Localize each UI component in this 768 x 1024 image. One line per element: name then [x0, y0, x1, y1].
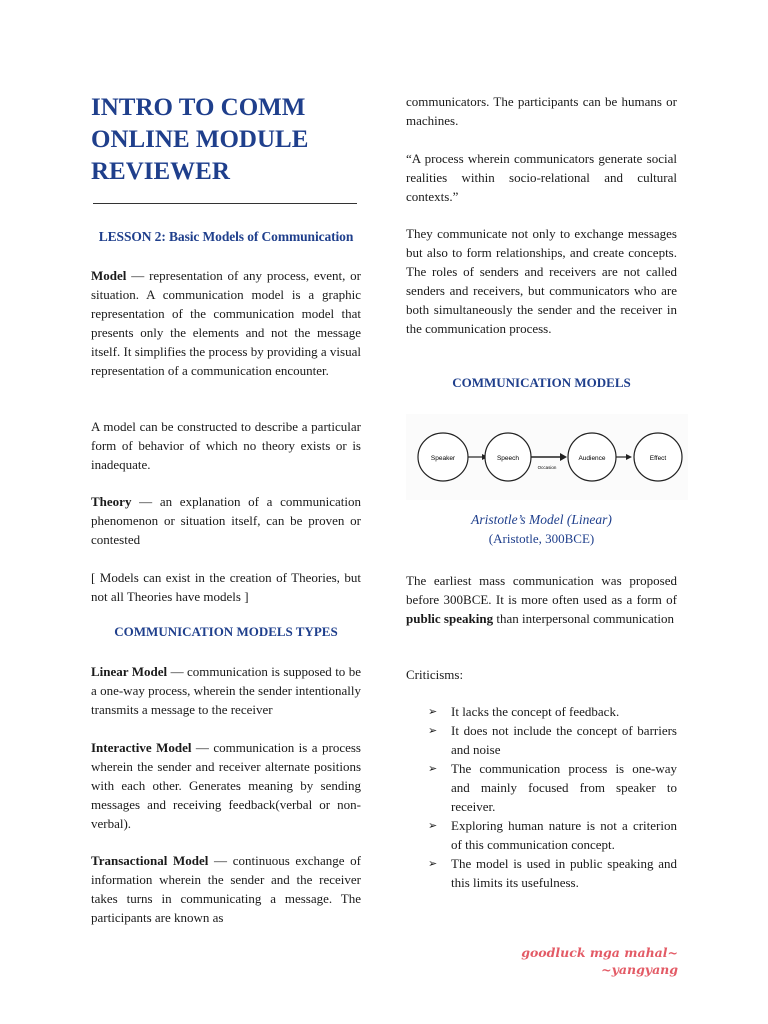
- criticism-text: The model is used in public speaking and this limits its usefulness.: [451, 856, 677, 890]
- communicators-paragraph: They communicate not only to exchange messages but also to form relationships, and create concepts. The roles of senders and receivers are not called senders and receivers, but communicators who are both simultaneously the sender and the receiver in the communication process.: [406, 226, 677, 336]
- interactive-model-term: Interactive Model: [91, 740, 192, 755]
- list-item: [428, 721, 677, 759]
- signature: [521, 944, 678, 978]
- transactional-model-definition: [91, 851, 361, 927]
- diagram-caption-title: Aristotle’s Model (Linear): [471, 512, 612, 527]
- audience-label: Audience: [578, 455, 606, 462]
- communication-models-heading: COMMUNICATION MODELS: [452, 375, 631, 390]
- theory-term: Theory: [91, 494, 132, 509]
- lesson-heading: [91, 229, 361, 245]
- document-title: INTRO TO COMM ONLINE MODULE REVIEWER: [91, 94, 309, 185]
- signature-line-2: ~yangyang: [601, 962, 678, 977]
- models-theories-note: [ Models can exist in the creation of Theories, but not all Theories have models ]: [91, 570, 361, 604]
- earliest-paragraph: [406, 571, 677, 628]
- arrow-bullet-icon: ➢: [428, 819, 438, 832]
- interactive-model-text: — communication is a process wherein the sender and receiver alternate positions with each other. Generates meaning by sending messages and receiving feedback(verbal or non-verbal).: [91, 740, 361, 831]
- arrow-bullet-icon: ➢: [428, 857, 438, 870]
- title-divider: [93, 203, 357, 204]
- criticism-text: It lacks the concept of feedback.: [451, 704, 620, 719]
- criticism-text: Exploring human nature is not a criterion of this communication concept.: [451, 818, 677, 852]
- arrow-bullet-icon: ➢: [428, 724, 438, 737]
- list-item: [428, 759, 677, 816]
- criticisms-list: [428, 702, 677, 892]
- model-term: Model: [91, 268, 127, 283]
- occasion-label: Occasion: [537, 465, 557, 470]
- linear-model-definition: [91, 662, 361, 719]
- signature-line-1: goodluck mga mahal~: [521, 945, 678, 960]
- lesson-label: LESSON 2:: [98, 229, 166, 244]
- arrow-bullet-icon: ➢: [428, 705, 438, 718]
- theory-text: — an explanation of a communication phenomenon or situation itself, can be proven or contested: [91, 494, 361, 547]
- list-item: [428, 816, 677, 854]
- earliest-text-post: than interpersonal communication: [493, 611, 674, 626]
- model-definition: [91, 266, 361, 380]
- communication-quote: “A process wherein communicators generate social realities within socio-relational and cultural contexts.”: [406, 151, 677, 204]
- list-item: [428, 854, 677, 892]
- transactional-continuation: communicators. The participants can be humans or machines.: [406, 94, 677, 128]
- effect-label: Effect: [649, 455, 667, 462]
- linear-model-term: Linear Model: [91, 664, 168, 679]
- model-text: — representation of any process, event, or situation. A communication model is a graphic representation of the communication model that presents only the elements and not the message itself. It simplifies the process by providing a visual representation of a communication encounter.: [91, 268, 361, 378]
- criticisms-label: Criticisms:: [406, 667, 464, 682]
- linear-model-text: — communication is supposed to be a one-way process, wherein the sender intentionally transmits a message to the receiver: [91, 664, 362, 717]
- speaker-label: Speaker: [430, 455, 456, 462]
- theory-definition: [91, 492, 361, 549]
- model-paragraph-2: A model can be constructed to describe a particular form of behavior of which no theory exists or is inadequate.: [91, 419, 361, 472]
- diagram-caption-source: (Aristotle, 300BCE): [488, 531, 595, 546]
- arrow-bullet-icon: ➢: [428, 762, 438, 775]
- transactional-model-text: — continuous exchange of information wherein the sender and the receiver takes turns in communicating a message. The participants are known as: [91, 853, 361, 925]
- criticism-text: It does not include the concept of barriers and noise: [451, 723, 677, 757]
- lesson-name: Basic Models of Communication: [169, 229, 354, 244]
- speech-label: Speech: [496, 455, 520, 462]
- criticism-text: The communication process is one-way and mainly focused from speaker to receiver.: [451, 761, 677, 814]
- transactional-model-term: Transactional Model: [91, 853, 209, 868]
- public-speaking-term: public speaking: [406, 611, 494, 626]
- earliest-text-pre: The earliest mass communication was proposed before 300BCE. It is more often used as a form of: [406, 573, 677, 607]
- aristotle-model-diagram: [406, 414, 688, 500]
- interactive-model-definition: [91, 738, 361, 833]
- models-types-heading: COMMUNICATION MODELS TYPES: [114, 624, 338, 639]
- list-item: [428, 702, 677, 721]
